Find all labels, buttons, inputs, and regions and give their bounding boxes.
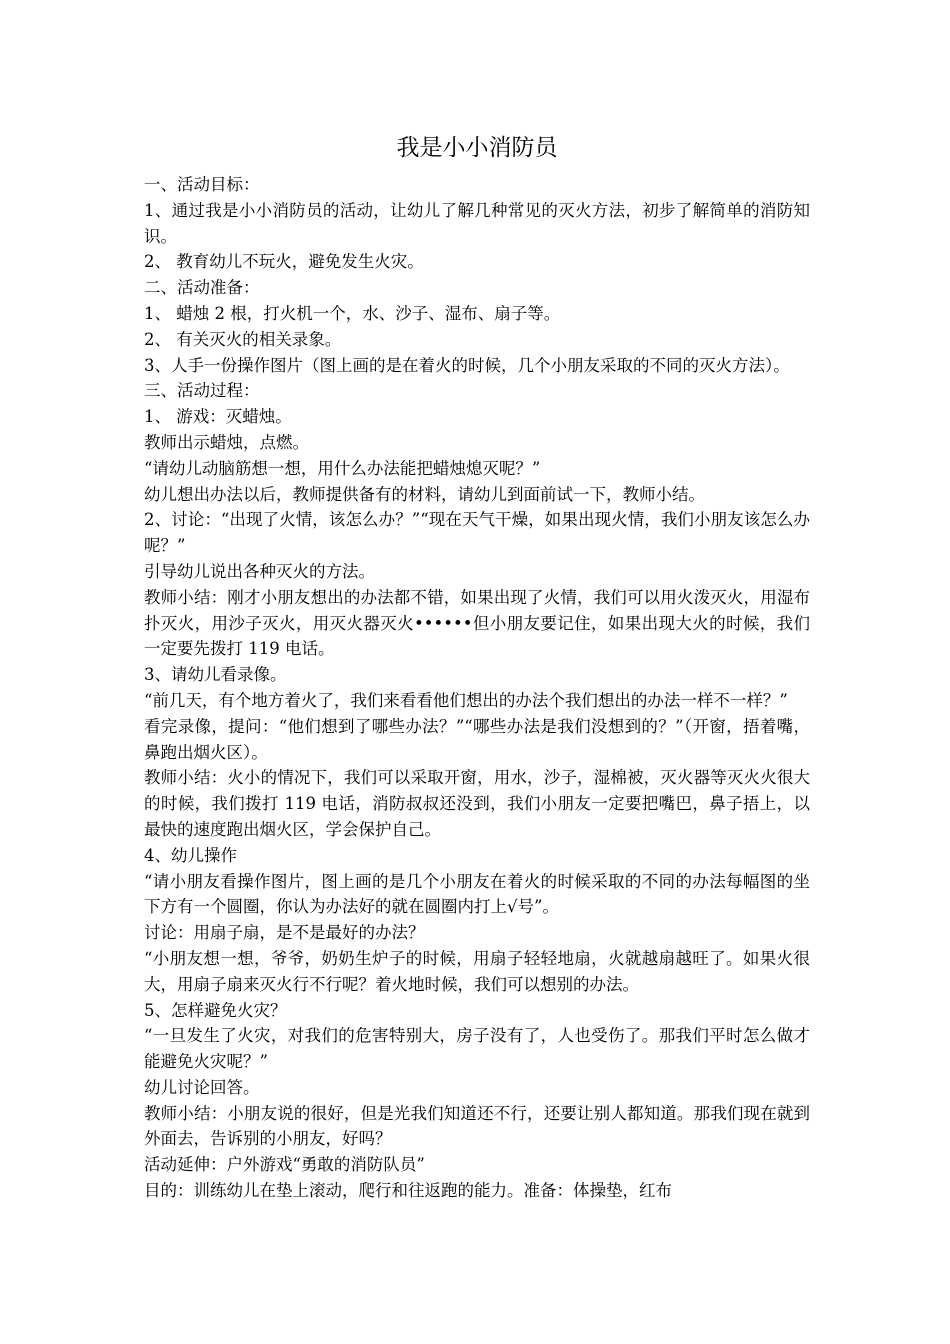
paragraph: 幼儿想出办法以后，教师提供备有的材料，请幼儿到面前试一下，教师小结。 <box>144 484 705 504</box>
paragraph: 讨论：用扇子扇，是不是最好的办法？ <box>144 923 425 943</box>
paragraph: 2、讨论：“出现了火情，该怎么办？”“现在天气干燥，如果出现火情，我们小朋友该怎么办呢？” <box>144 510 810 556</box>
paragraph: 幼儿讨论回答。 <box>144 1077 260 1097</box>
paragraph: 看完录像，提问：“他们想到了哪些办法？”“哪些办法是我们没想到的？”（开窗，捂着嘴，鼻跑出烟火区）。 <box>144 716 810 762</box>
paragraph: 5、怎样避免火灾？ <box>144 1000 287 1020</box>
paragraph: 教师出示蜡烛，点燃。 <box>144 432 309 452</box>
paragraph: 引导幼儿说出各种灭火的方法。 <box>144 561 375 581</box>
paragraph: 1、通过我是小小消防员的活动，让幼儿了解几种常见的灭火方法，初步了解简单的消防知识。 <box>144 200 810 246</box>
paragraph: 活动延伸：户外游戏“勇敢的消防队员” <box>144 1155 425 1175</box>
document-page <box>144 130 810 1204</box>
paragraph: 二、活动准备： <box>144 278 260 298</box>
paragraph: 3、人手一份操作图片（图上画的是在着火的时候，几个小朋友采取的不同的灭火方法）。 <box>144 355 790 375</box>
paragraph: “小朋友想一想，爷爷，奶奶生炉子的时候，用扇子轻轻地扇，火就越扇越旺了。如果火很大，用扇子扇来灭火行不行呢？着火地时候，我们可以想别的办法。 <box>144 948 810 994</box>
paragraph: 教师小结：小朋友说的很好，但是光我们知道还不行，还要让别人都知道。那我们现在就到外面去，告诉别的小朋友，好吗？ <box>144 1103 810 1149</box>
paragraph: 教师小结：刚才小朋友想出的办法都不错，如果出现了火情，我们可以用火泼灭火，用湿布扑灭火，用沙子灭火，用灭火器灭火••••••但小朋友要记住，如果出现大火的时候，我们一定要先拨打 119 电话。 <box>144 587 810 659</box>
paragraph: 4、幼儿操作 <box>144 845 237 865</box>
paragraph: 一、活动目标： <box>144 175 260 194</box>
document-body <box>144 172 810 1204</box>
paragraph: 3、请幼儿看录像。 <box>144 665 287 685</box>
paragraph: 三、活动过程： <box>144 381 260 401</box>
paragraph: 2、 教育幼儿不玩火，避免发生火灾。 <box>144 252 424 272</box>
paragraph: “一旦发生了火灾，对我们的危害特别大，房子没有了，人也受伤了。那我们平时怎么做才能避免火灾呢？” <box>144 1026 810 1072</box>
paragraph: “请幼儿动脑筋想一想，用什么办法能把蜡烛熄灭呢？” <box>144 458 541 478</box>
paragraph: “请小朋友看操作图片，图上画的是几个小朋友在着火的时候采取的不同的办法每幅图的坐下方有一个圆圈，你认为办法好的就在圆圈内打上√号”。 <box>144 871 810 917</box>
paragraph: 教师小结：火小的情况下，我们可以采取开窗，用水，沙子，湿棉被，灭火器等灭火火很大的时候，我们拨打 119 电话，消防叔叔还没到，我们小朋友一定要把嘴巴，鼻子捂上，以最快的速度跑出烟火区，学会保护自己。 <box>144 768 810 839</box>
paragraph: 2、 有关灭火的相关录象。 <box>144 329 342 349</box>
paragraph: 1、 蜡烛 2 根，打火机一个，水、沙子、湿布、扇子等。 <box>144 303 561 323</box>
paragraph: “前几天，有个地方着火了，我们来看看他们想出的办法个我们想出的办法一样不一样？” <box>144 690 788 710</box>
paragraph: 1、 游戏：灭蜡烛。 <box>144 407 292 427</box>
document-title: 我是小小消防员 <box>396 135 558 161</box>
paragraph: 目的：训练幼儿在垫上滚动，爬行和往返跑的能力。准备：体操垫，红布 <box>144 1181 672 1201</box>
